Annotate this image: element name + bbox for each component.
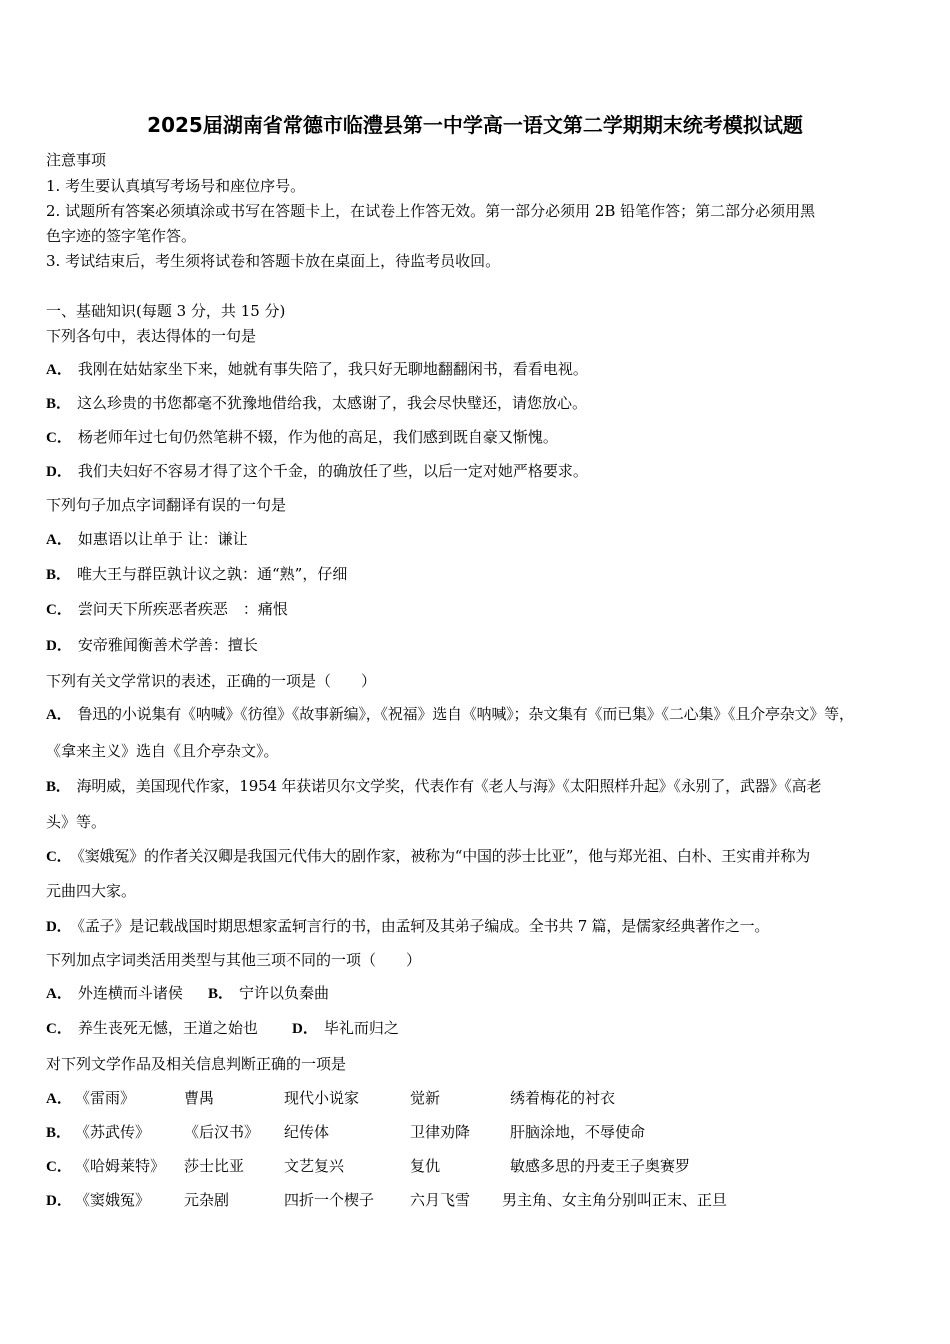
text: 宁许以负秦曲 xyxy=(239,984,330,1002)
table-cell: 《哈姆莱特》 xyxy=(75,1157,166,1175)
table-cell: 文艺复兴 xyxy=(284,1157,345,1175)
text: 这么珍贵的书您都毫不犹豫地借给我，太感谢了，我会尽快璧还，请您放心。 xyxy=(77,394,588,412)
option-continued xyxy=(46,881,136,901)
table-row-label xyxy=(46,1156,78,1177)
option xyxy=(46,599,288,620)
table-cell: 绣着梅花的衬衣 xyxy=(510,1089,616,1107)
text: 色字迹的签字笔作答。 xyxy=(46,227,197,245)
option-label: C． xyxy=(46,1021,72,1037)
text: 杨老师年过七旬仍然笔耕不辍，作为他的高足，我们感到既自豪又惭愧。 xyxy=(77,428,558,446)
question-stem xyxy=(46,495,286,515)
text: 安帝雅闻衡善术学善：擅长 xyxy=(77,636,258,654)
option xyxy=(46,704,854,725)
notice-item xyxy=(46,226,196,246)
option xyxy=(46,359,588,380)
option xyxy=(46,461,588,482)
option-label: A． xyxy=(46,707,72,723)
table-cell: 四折一个楔子 xyxy=(284,1191,375,1209)
text: 3. 考试结束后，考生须将试卷和答题卡放在桌面上，待监考员收回。 xyxy=(46,252,501,270)
section-heading xyxy=(46,301,285,321)
option-continued xyxy=(46,812,106,832)
option-label: C． xyxy=(46,602,72,618)
text: 我刚在姑姑家坐下来，她就有事失陪了，我只好无聊地翻翻闲书，看看电视。 xyxy=(77,360,588,378)
option xyxy=(292,1018,399,1039)
table-cell: 《雷雨》 xyxy=(75,1089,136,1107)
table-cell: 《苏武传》 xyxy=(75,1123,151,1141)
option xyxy=(46,983,183,1004)
question-stem xyxy=(46,1054,346,1074)
text: 《窦娥冤》的作者关汉卿是我国元代伟大的剧作家，被称为“中国的莎士比亚”，他与郑光祖、白朴、王实甫并称为 xyxy=(77,847,811,865)
notice-heading xyxy=(46,150,106,170)
option-label: C． xyxy=(46,1159,72,1175)
option-label: A． xyxy=(46,532,72,548)
table-cell: 元杂剧 xyxy=(184,1191,230,1209)
text: 下列句子加点字词翻译有误的一句是 xyxy=(46,496,287,514)
text: 对下列文学作品及相关信息判断正确的一项是 xyxy=(46,1055,347,1073)
question-stem xyxy=(46,950,421,970)
text: 1. 考生要认真填写考场号和座位序号。 xyxy=(46,177,306,195)
table-cell: 现代小说家 xyxy=(284,1089,360,1107)
option xyxy=(46,529,248,550)
table-row-label xyxy=(46,1122,77,1143)
option-label: D． xyxy=(46,464,72,480)
option-label: B． xyxy=(46,396,72,412)
option-label: D． xyxy=(292,1021,318,1037)
text: 唯大王与群臣孰计议之孰：通“熟”，仔细 xyxy=(77,565,348,583)
option xyxy=(46,776,821,797)
text: 养生丧死无憾，王道之始也 xyxy=(77,1019,258,1037)
option-label: B． xyxy=(46,567,72,583)
table-cell: 卫律劝降 xyxy=(410,1123,471,1141)
option xyxy=(46,846,810,867)
text: 2. 试题所有答案必须填涂或书写在答题卡上，在试卷上作答无效。第一部分必须用 2B 铅笔作答；第二部分必须用黑 xyxy=(46,202,816,220)
text: 《孟子》是记载战国时期思想家孟轲言行的书，由孟轲及其弟子编成。全书共 7 篇，是儒家经典著作之一。 xyxy=(77,917,770,935)
notice-item xyxy=(46,251,500,271)
table-cell: 复仇 xyxy=(410,1157,441,1175)
table-cell: 六月飞雪 xyxy=(410,1191,471,1209)
table-cell: 纪传体 xyxy=(284,1123,330,1141)
option-label: D． xyxy=(46,919,72,935)
table-row-label xyxy=(46,1190,78,1211)
option-label: B． xyxy=(208,986,234,1002)
option-label: A． xyxy=(46,1091,72,1107)
table-cell: 觉新 xyxy=(410,1089,441,1107)
option xyxy=(46,635,258,656)
text: 尝问天下所疾恶者疾恶 ：痛恨 xyxy=(77,600,288,618)
text: 《拿来主义》选自《且介亭杂文》。 xyxy=(46,742,279,760)
text: 海明威，美国现代作家，1954 年获诺贝尔文学奖，代表作有《老人与海》《太阳照样升起》《永别了，武器》《高老 xyxy=(76,777,822,795)
option-label: A． xyxy=(46,362,72,378)
option xyxy=(46,1018,258,1039)
option-label: C． xyxy=(46,430,72,446)
page-title: 2025届湖南省常德市临澧县第一中学高一语文第二学期期末统考模拟试题 xyxy=(147,113,803,137)
notice-item xyxy=(46,201,815,221)
option-label: D． xyxy=(46,1193,72,1209)
option xyxy=(46,393,587,414)
table-cell: 曹禺 xyxy=(184,1089,215,1107)
table-cell: 《后汉书》 xyxy=(184,1123,260,1141)
option xyxy=(46,916,769,937)
text: 下列加点字词类活用类型与其他三项不同的一项（ ） xyxy=(46,951,422,969)
option xyxy=(46,427,558,448)
table-row-label xyxy=(46,1088,78,1109)
text: 我们夫妇好不容易才得了这个千金，的确放任了些，以后一定对她严格要求。 xyxy=(77,462,588,480)
option-continued xyxy=(46,741,279,761)
option xyxy=(208,983,329,1004)
table-cell: 肝脑涂地，不辱使命 xyxy=(510,1123,646,1141)
text: 鲁迅的小说集有《呐喊》《彷徨》《故事新编》，《祝福》选自《呐喊》；杂文集有《而已集》《二心集》《且介亭杂文》等， xyxy=(77,705,854,723)
text: 下列有关文学常识的表述，正确的一项是（ ） xyxy=(46,672,377,690)
table-cell: 敏感多思的丹麦王子奥赛罗 xyxy=(510,1157,691,1175)
table-cell: 莎士比亚 xyxy=(184,1157,245,1175)
option xyxy=(46,564,347,585)
table-cell: 《窦娥冤》 xyxy=(75,1191,151,1209)
text: 注意事项 xyxy=(46,151,107,169)
question-stem xyxy=(46,671,376,691)
notice-item xyxy=(46,176,305,196)
option-label: B． xyxy=(46,779,71,795)
text: 外连横而斗诸侯 xyxy=(77,984,183,1002)
question-stem xyxy=(46,326,256,346)
text: 毕礼而归之 xyxy=(323,1019,399,1037)
option-label: D． xyxy=(46,638,72,654)
text: 元曲四大家。 xyxy=(46,882,137,900)
text: 下列各句中，表达得体的一句是 xyxy=(46,327,257,345)
option-label: B． xyxy=(46,1125,72,1141)
option-label: A． xyxy=(46,986,72,1002)
table-cell: 男主角、女主角分别叫正末、正旦 xyxy=(502,1191,728,1209)
text: 一、基础知识(每题 3 分，共 15 分) xyxy=(46,302,286,320)
text: 如惠语以让单于 让：谦让 xyxy=(77,530,248,548)
text: 头》等。 xyxy=(46,813,107,831)
option-label: C． xyxy=(46,849,72,865)
